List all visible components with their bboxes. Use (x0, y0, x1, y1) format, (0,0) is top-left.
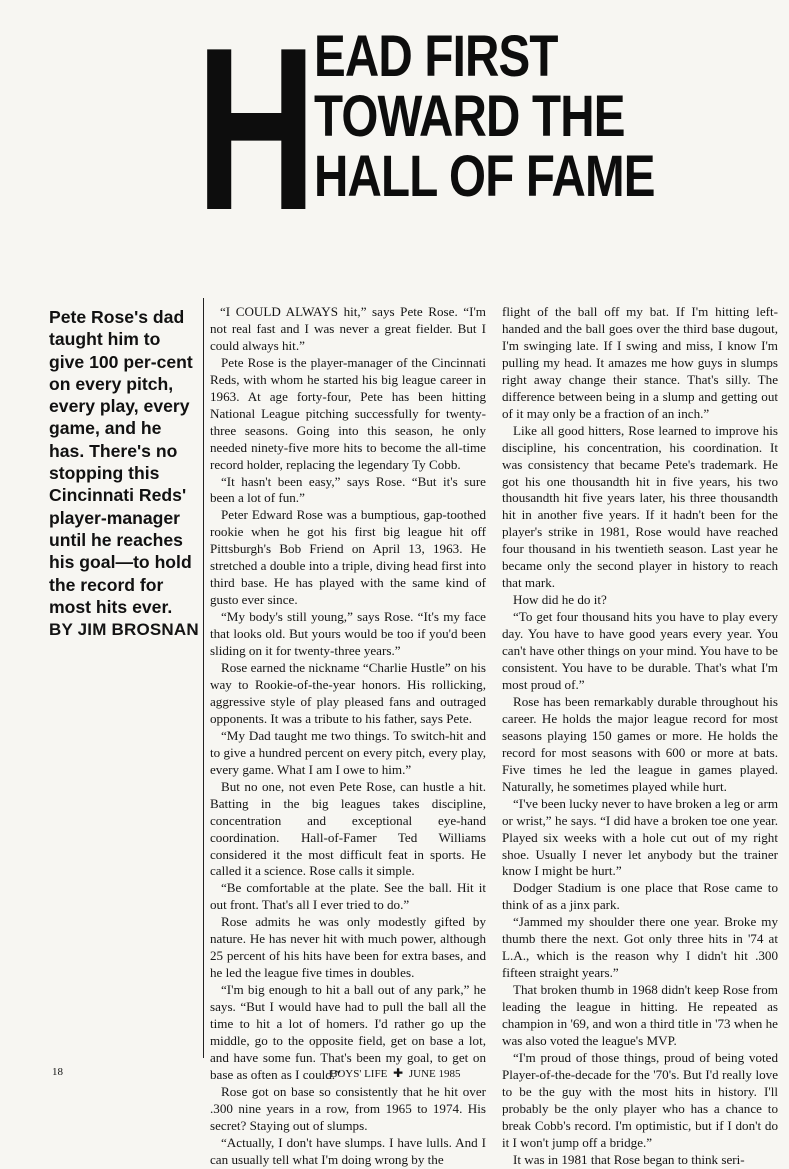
page-footer (0, 1066, 789, 1080)
paragraph: Rose has been remarkably durable throughout his career. He holds the major league record for most seasons playing 150 games or more. He holds the record for most seasons with 600 or more at bats. Five times he led the league in games played. Naturally, he sometimes played while hurt. (502, 693, 778, 794)
paragraph: “To get four thousand hits you have to play every day. You have to have good years every year. You can't have other things on your mind. You have to be consistent. You have to be durable. That's what I'm most proud of.” (502, 609, 778, 692)
paragraph: Peter Edward Rose was a bumptious, gap-toothed rookie when he got his first big league hit off Pittsburgh's Bob Friend on April 13, 1963. He stretched a double into a triple, diving head first into third base. He has played with the same kind of gusto ever since. (210, 507, 486, 608)
footer-credit (330, 1066, 461, 1080)
paragraph: “I COULD ALWAYS hit,” says Pete Rose. “I'm not real fast and I was never a great fielder. But I could always hit.” (210, 304, 486, 353)
paragraph: It was in 1981 that Rose began to think seri- (513, 1151, 745, 1167)
headline-line-3: HALL OF FAME (314, 144, 655, 209)
byline: BY JIM BROSNAN (49, 620, 199, 639)
paragraph: But no one, not even Pete Rose, can hustle a hit. Batting in the big leagues takes discipline, concentration and exceptional eye-hand coordination. Hall-of-Famer Ted Williams considered it the most difficult feat in sports. He called it a science. Rose calls it simple. (210, 778, 486, 879)
paragraph: How did he do it? (513, 592, 607, 608)
headline-line-2: TOWARD THE (314, 84, 625, 149)
paragraph: “I've been lucky never to have broken a leg or arm or wrist,” he says. “I did have a broken toe one year. Played six weeks with a hole cut out of my right shoe. Usually I never let anybody but the trainer know I might be hurt.” (502, 795, 778, 879)
paragraph: “Jammed my shoulder there one year. Broke my thumb there the next. Got only three hits in '74 at L.A., which is the reason why I didn't hit .300 fifteen straight years.” (502, 914, 778, 981)
paragraph: Dodger Stadium is one place that Rose came to think of as a jinx park. (502, 880, 778, 913)
column-divider (203, 298, 204, 1058)
paragraph: Rose admits he was only modestly gifted by nature. He has never hit with much power, although 25 percent of his hits have been for extra bases, and he led the league five times in doubles. (210, 914, 486, 981)
headline-initial: H (196, 0, 314, 259)
paragraph: Rose earned the nickname “Charlie Hustle” on his way to Rookie-of-the-year honors. His rollicking, aggressive style of play pleased fans and outraged opponents. It was a tribute to his father, says Pete. (210, 660, 486, 726)
paragraph: Rose got on base so consistently that he hit over .300 nine years in a row, from 1965 to 1974. His secret? Staying out of slumps. (210, 1083, 486, 1133)
article-column-2 (502, 304, 778, 1169)
paragraph: “Be comfortable at the plate. See the ball. Hit it out front. That's all I ever tried to do.” (210, 880, 486, 913)
article-column-1 (210, 304, 486, 1169)
article-deck: Pete Rose's dad taught him to give 100 per-cent on every pitch, every play, every game, and he has. There's no stopping this Cincinnati Reds' player-manager until he reaches his goal—to hold the record for most hits ever. (49, 307, 193, 617)
paragraph: That broken thumb in 1968 didn't keep Rose from leading the league in hitting. He repeated as champion in '69, and won a third title in '73 when he was also voted the league's MVP. (502, 982, 778, 1048)
issue-date: JUNE 1985 (408, 1068, 461, 1080)
paragraph: Pete Rose is the player-manager of the Cincinnati Reds, with whom he started his big league career in 1963. At age forty-four, Pete has been hitting National League pitching successfully for twenty-three seasons. Going into this season, he only needed ninety-five more hits to become the all-time record holder, replacing the legendary Ty Cobb. (210, 354, 486, 472)
paragraph: “I'm proud of those things, proud of being voted Player-of-the-decade for the '70's. But I'd really love to be the guy with the most hits in history. I'll probably be the only player who has a chance to break Cobb's record. I'm optimistic, but if I don't do it I won't jump off a bridge.” (502, 1049, 778, 1150)
headline (196, 0, 756, 259)
publication-name: BOYS' LIFE (330, 1068, 388, 1080)
paragraph: Like all good hitters, Rose learned to improve his discipline, his concentration, his coordination. It was consistency that became Pete's trademark. He got his one thousandth hit in five years, his two thousandth hit five years later, his three thousandth hit in another five years. If it hadn't been for the player's strike in 1981, Rose would have reached four thousand in his twentieth season. Last year he became only the second player in history to reach that mark. (502, 422, 778, 591)
fleur-de-lis-icon: ✚ (393, 1066, 404, 1080)
page-number: 18 (52, 1066, 63, 1078)
paragraph: “My body's still young,” says Rose. “It's my face that looks old. But yours would be too if you'd been sliding on it for twenty-three years.” (210, 609, 486, 659)
headline-line-1: EAD FIRST (314, 24, 558, 89)
headline-lines (314, 24, 655, 209)
paragraph: flight of the ball off my bat. If I'm hitting left-handed and the ball goes over the third base dugout, I'm swinging late. If I swing and miss, I know I'm pulling my head. It amazes me how guys in slumps right away change their stance. That's silly. The difference between being in a slump and getting out of it may only be a fraction of an inch.” (502, 304, 778, 421)
paragraph: “Actually, I don't have slumps. I have lulls. And I can usually tell what I'm doing wrong by the (210, 1134, 486, 1167)
paragraph: “It hasn't been easy,” says Rose. “But it's sure been a lot of fun.” (210, 473, 486, 506)
paragraph: “I'm big enough to hit a ball out of any park,” he says. “But I would have had to pull the ball all the time to hit a lot of homers. I'd rather go up the middle, go to the opposite field, get on base a lot, and have some fun. That's been my goal, to get on base as often as I could.” (210, 982, 486, 1082)
paragraph: “My Dad taught me two things. To switch-hit and to give a hundred percent on every pitch, every play, every game. What I am I owe to him.” (210, 727, 486, 777)
